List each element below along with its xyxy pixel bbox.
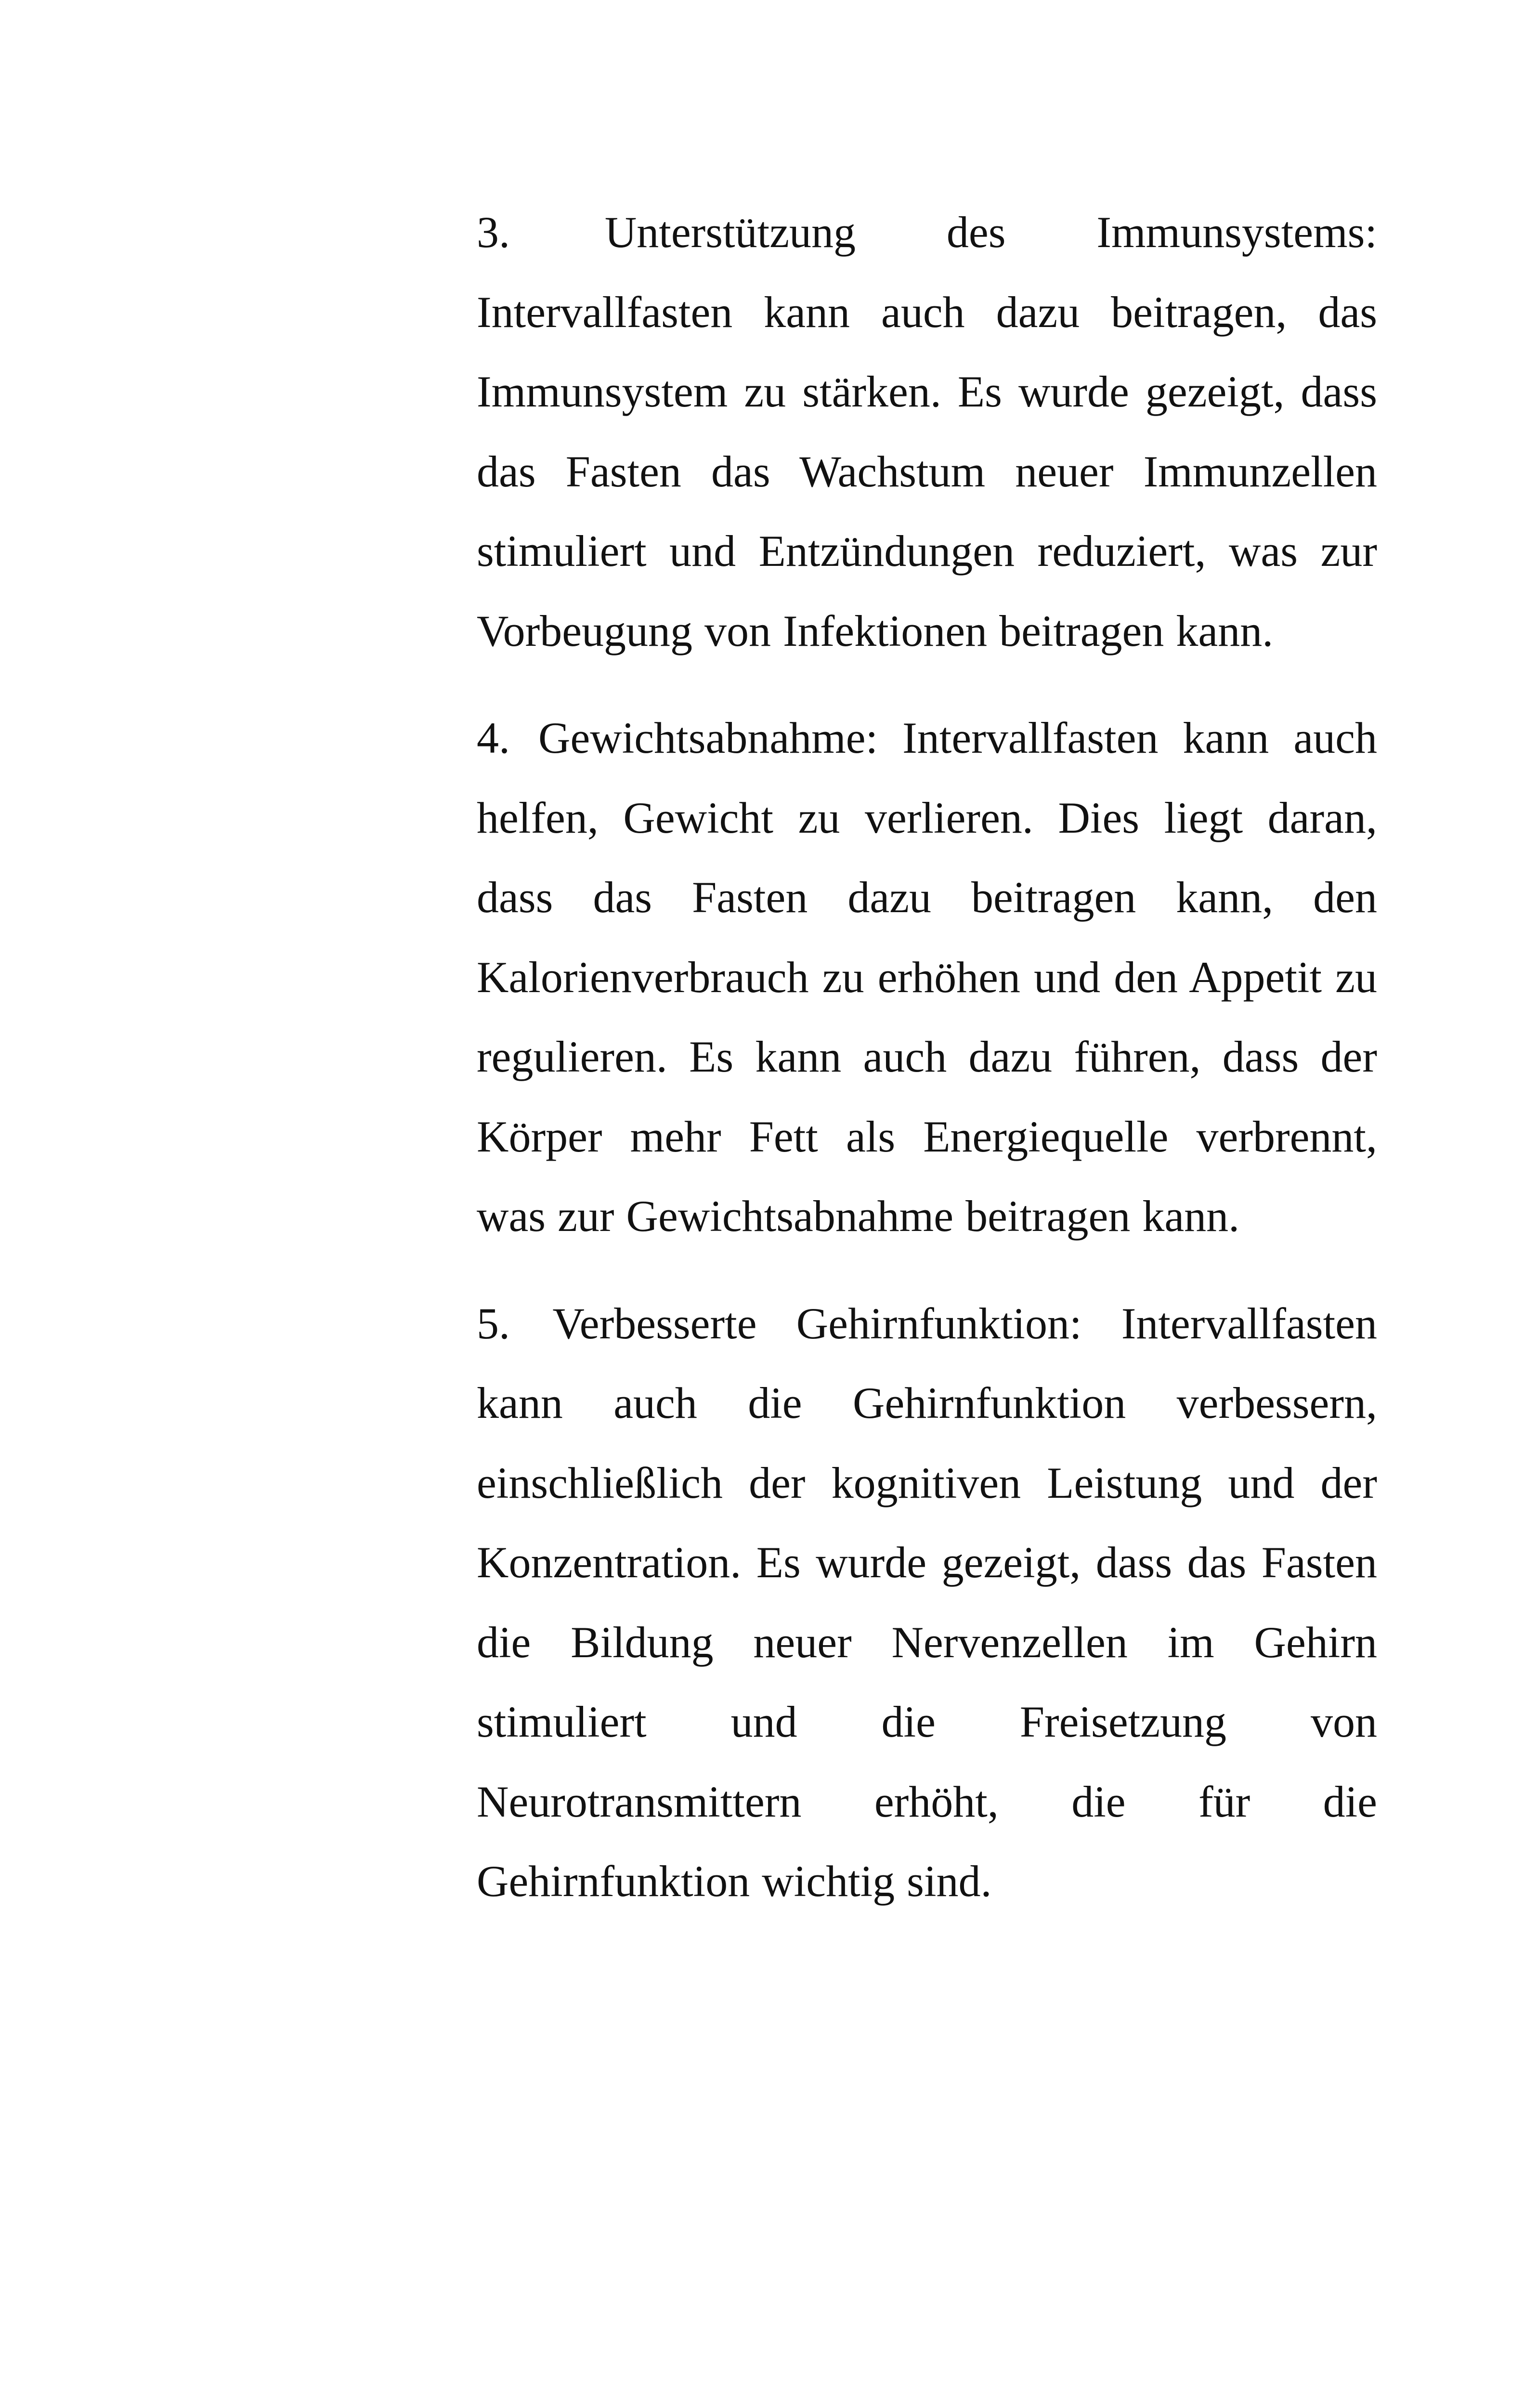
paragraph-number: 4. — [477, 713, 510, 762]
paragraph-text: Gewichtsabnahme: Intervallfasten kann auch helfen, Gewicht zu verlieren. Dies liegt daran, dass das Fasten dazu beitragen kann, den Kalorienverbrauch zu erhöhen und den Appetit zu regulieren. Es kann auch dazu führen, dass der Körper mehr Fett als Energiequelle verbrennt, was zur Gewichtsabnahme beitragen kann. — [477, 713, 1377, 1241]
paragraph-immune-system — [477, 193, 1377, 671]
paragraph-text: Unterstützung des Immunsystems: Intervallfasten kann auch dazu beitragen, das Immunsystem zu stärken. Es wurde gezeigt, dass das Fasten das Wachstum neuer Immunzellen stimuliert und Entzündungen reduziert, was zur Vorbeugung von Infektionen beitragen kann. — [477, 208, 1378, 655]
paragraph-number: 5. — [477, 1298, 510, 1348]
paragraph-number: 3. — [477, 208, 510, 257]
text-column — [477, 193, 1377, 1949]
paragraph-text: Verbesserte Gehirnfunktion: Intervallfasten kann auch die Gehirnfunktion verbessern, einschließlich der kognitiven Leistung und der Konzentration. Es wurde gezeigt, dass das Fasten die Bildung neuer Nervenzellen im Gehirn stimuliert und die Freisetzung von Neurotransmittern erhöht, die für die Gehirnfunktion wichtig sind. — [477, 1298, 1377, 1906]
paragraph-brain-function — [477, 1284, 1377, 1922]
paragraph-weight-loss — [477, 698, 1377, 1256]
